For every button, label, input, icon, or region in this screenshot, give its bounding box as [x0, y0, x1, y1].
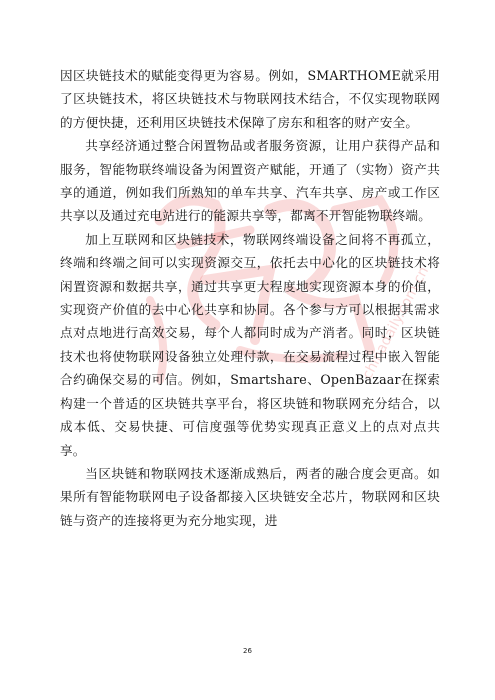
paragraph-2: 共享经济通过整合闲置物品或者服务资源，让用户获得产品和服务，智能物联终端设备为闲置资产赋能，开通了（实物）资产共享的通道，例如我们所熟知的单车共享、汽车共享、房产或工作区共享以及通过充电站进行的能源共享等，都离不开智能物联终端。: [60, 138, 440, 224]
page-number: 26: [243, 647, 252, 655]
paragraph-1: 因区块链技术的赋能变得更为容易。例如，SMARTHOME就采用了区块链技术，将区块链技术与物联网技术结合，不仅实现物联网的方便快捷，还利用区块链技术保障了房东和租客的财产安全。: [60, 68, 440, 130]
svg-text:chinadaily.com.cn: chinadaily.com.cn: [359, 264, 433, 382]
paragraph-4: 当区块链和物联网技术逐渐成熟后，两者的融合度会更高。如果所有智能物联网电子设备都接入区块链安全芯片，物联网和区块链与资产的连接将更为充分地实现，进: [60, 465, 440, 528]
body-text: [60, 64, 440, 532]
paragraph-3: 加上互联网和区块链技术，物联网终端设备之间将不再孤立，终端和终端之间可以实现资源交互，依托去中心化的区块链技术将闲置资源和数据共享，通过共享更大程度地实现资源本身的价值，实现资产价值的去中心化共享和协同。各个参与方可以根据其需求点对点地进行高效交易，每个人都同时成为产消者。同时，区块链技术也将使物联网设备独立处理付款，在交易流程过程中嵌入智能合约确保交易的可信。例如，Smartshare、OpenBazaar在探索构建一个普适的区块链共享平台，将区块链和物联网充分结合，以成本低、交易快捷、可信度强等优势实现真正意义上的点对点共享。: [60, 231, 440, 458]
